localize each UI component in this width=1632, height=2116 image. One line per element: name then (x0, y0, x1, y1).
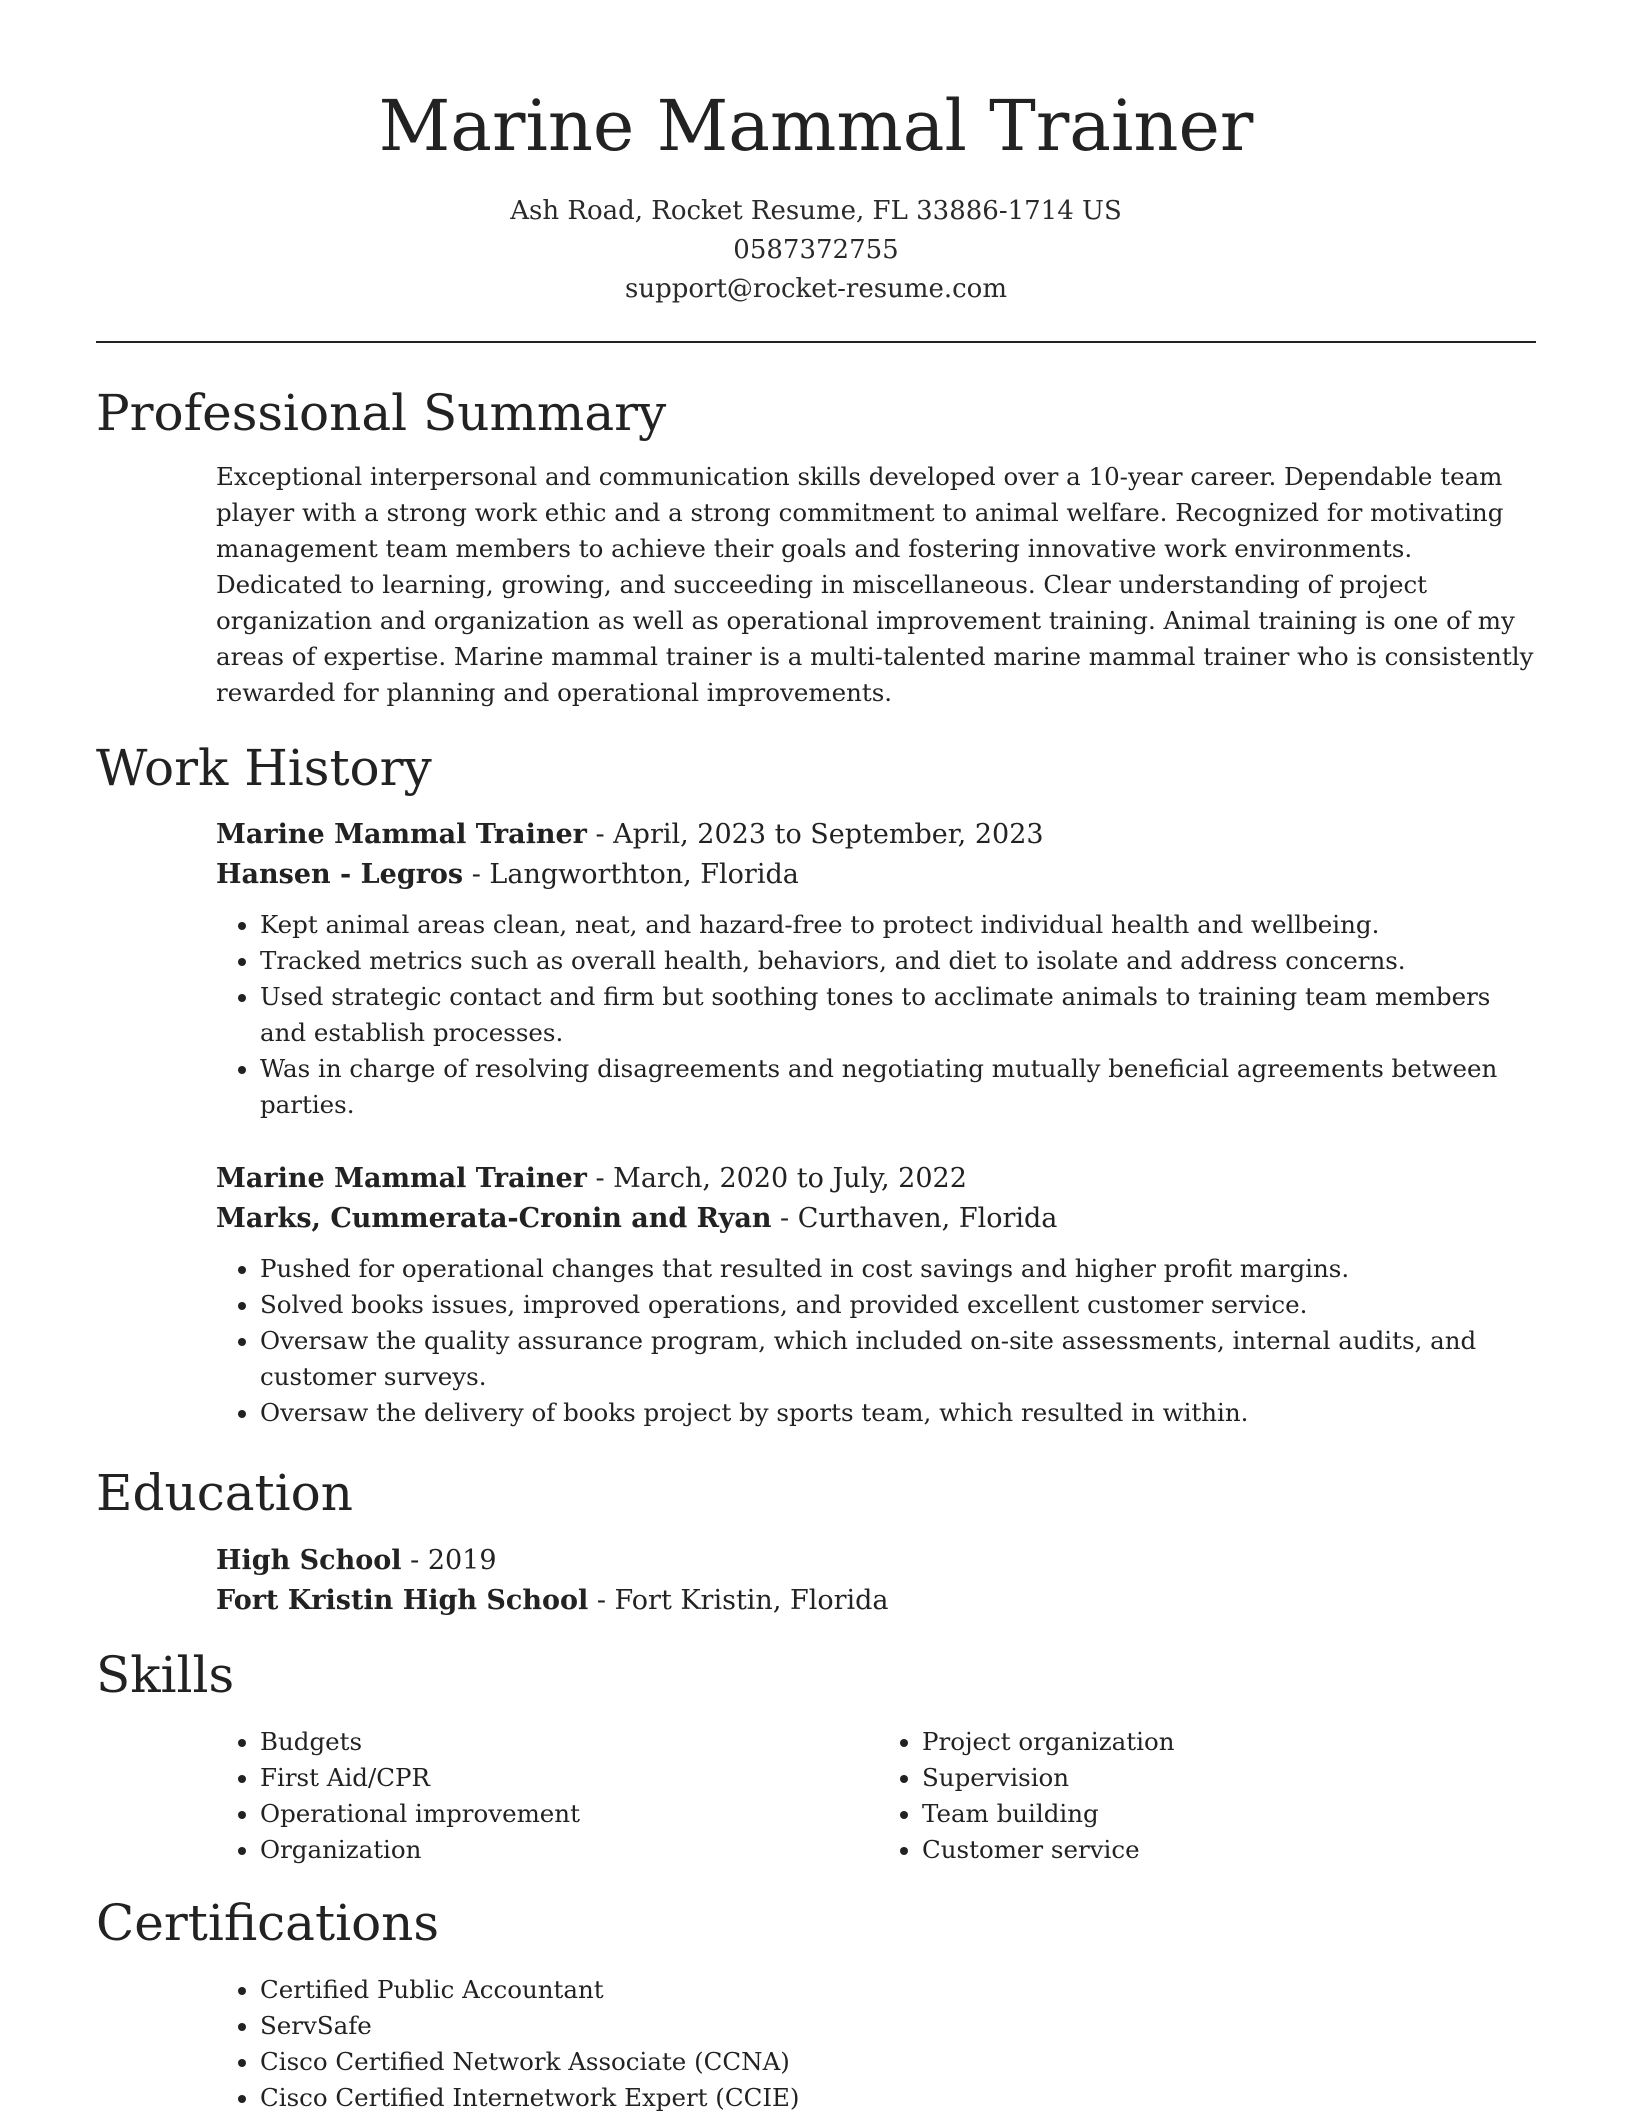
skills-heading: Skills (96, 1646, 235, 1704)
list-item: • Solved books issues, improved operations, and provided excellent customer service. (260, 1287, 1540, 1323)
job-bullets (216, 907, 1540, 1123)
education-entry (216, 1541, 1540, 1621)
skill-item: • Budgets (260, 1724, 878, 1760)
list-item: • Pushed for operational changes that resulted in cost savings and higher profit margins. (260, 1251, 1540, 1287)
job-entry-1 (216, 815, 1540, 1123)
list-item: • Used strategic contact and firm but soothing tones to acclimate animals to training team members and establish processes. (260, 979, 1540, 1051)
degree-name: High School (216, 1545, 402, 1576)
candidate-name: Marine Mammal Trainer (378, 85, 1254, 167)
list-item: • Kept animal areas clean, neat, and hazard-free to protect individual health and wellbeing. (260, 907, 1540, 943)
header-divider (96, 341, 1536, 343)
job-role: Marine Mammal Trainer (216, 819, 587, 850)
skill-item: • First Aid/CPR (260, 1760, 878, 1796)
job-company-line (216, 1199, 1540, 1239)
job-company-line (216, 855, 1540, 895)
list-item: • Tracked metrics such as overall health, behaviors, and diet to isolate and address concerns. (260, 943, 1540, 979)
summary-heading: Professional Summary (96, 384, 667, 442)
certification-item: • ServSafe (260, 2008, 1540, 2044)
contact-info (0, 192, 1632, 309)
skill-item: • Supervision (922, 1760, 1540, 1796)
job-entry-2 (216, 1159, 1540, 1431)
school-location: - Fort Kristin, Florida (588, 1585, 889, 1616)
certifications-section (216, 1972, 1540, 2116)
degree-year: - 2019 (401, 1545, 497, 1576)
summary-text: Exceptional interpersonal and communication skills developed over a 10-year career. Dependable team player with a strong work ethic and a strong commitment to animal welfare. Recognized for motivating management team members to achieve their goals and fostering innovative work environments. Dedicated to learning, growing, and succeeding in miscellaneous. Clear understanding of project organization and organization as well as operational improvement training. Animal training is one of my areas of expertise. Marine mammal trainer is a multi-talented marine mammal trainer who is consistently rewarded for planning and operational improvements. (216, 462, 1534, 707)
certifications-list (216, 1972, 1540, 2116)
skills-list-right (878, 1724, 1540, 1868)
phone-text: 0587372755 (733, 235, 899, 265)
resume-header (0, 82, 1632, 309)
job-location: - Langworthton, Florida (463, 859, 799, 890)
work-history-heading: Work History (96, 739, 432, 797)
skill-item: • Team building (922, 1796, 1540, 1832)
job-company: Hansen - Legros (216, 859, 464, 890)
job-company: Marks, Cummerata-Cronin and Ryan (216, 1203, 772, 1234)
skills-list-left (216, 1724, 878, 1868)
skill-item: • Project organization (922, 1724, 1540, 1760)
degree-line (216, 1541, 1540, 1581)
job-role: Marine Mammal Trainer (216, 1163, 587, 1194)
skills-section (216, 1724, 1540, 1868)
list-item: • Oversaw the delivery of books project by sports team, which resulted in within. (260, 1395, 1540, 1431)
skill-item: • Operational improvement (260, 1796, 878, 1832)
job-dates: - March, 2020 to July, 2022 (586, 1163, 967, 1194)
skill-item: • Organization (260, 1832, 878, 1868)
address-text: Ash Road, Rocket Resume, FL 33886-1714 US (510, 196, 1122, 226)
certification-item: • Cisco Certified Network Associate (CCNA) (260, 2044, 1540, 2080)
job-dates: - April, 2023 to September, 2023 (586, 819, 1044, 850)
school-line (216, 1581, 1540, 1621)
job-title-line (216, 815, 1540, 855)
skill-item: • Customer service (922, 1832, 1540, 1868)
certification-item: • Certified Public Accountant (260, 1972, 1540, 2008)
certifications-heading: Certifications (96, 1894, 440, 1952)
certification-item: • Cisco Certified Internetwork Expert (CCIE) (260, 2080, 1540, 2116)
job-title-line (216, 1159, 1540, 1199)
job-location: - Curthaven, Florida (771, 1203, 1058, 1234)
school-name: Fort Kristin High School (216, 1585, 589, 1616)
list-item: • Was in charge of resolving disagreements and negotiating mutually beneficial agreements between parties. (260, 1051, 1540, 1123)
education-heading: Education (96, 1464, 353, 1522)
email-text: support@rocket-resume.com (624, 274, 1007, 304)
summary-section (216, 459, 1540, 711)
job-bullets (216, 1251, 1540, 1431)
list-item: • Oversaw the quality assurance program, which included on-site assessments, internal audits, and customer surveys. (260, 1323, 1540, 1395)
